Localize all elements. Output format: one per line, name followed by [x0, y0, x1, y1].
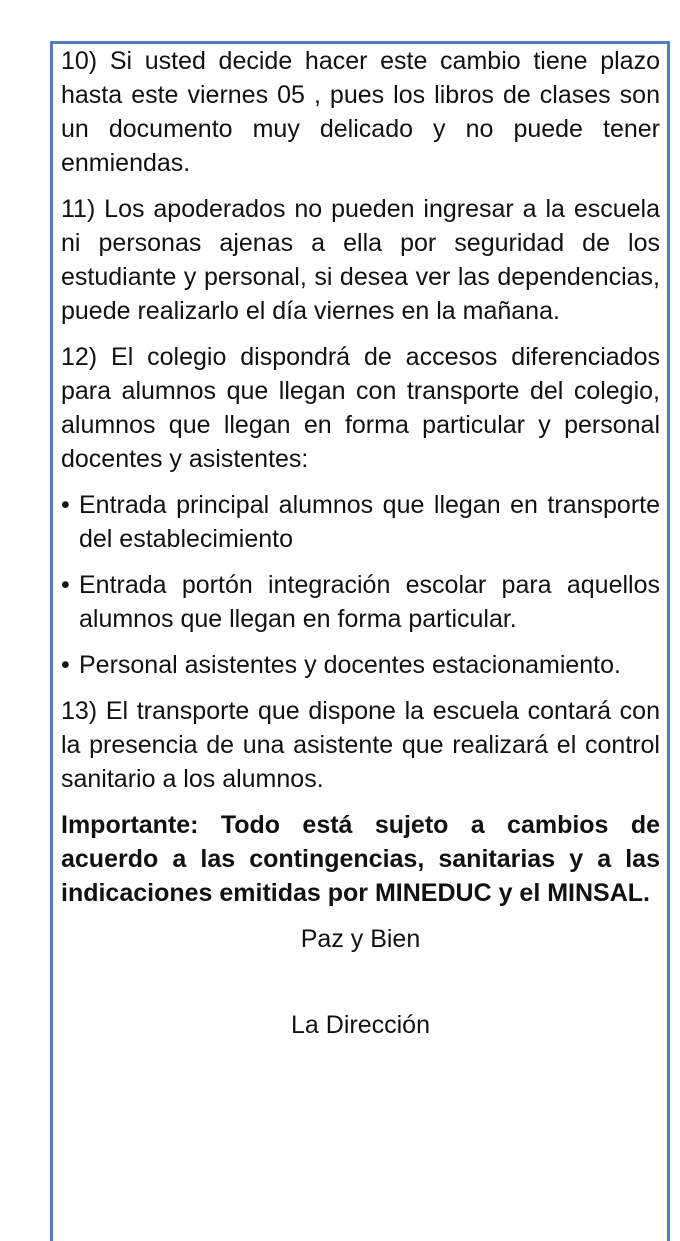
bullet-icon: • — [61, 491, 70, 519]
paragraph-11: 11) Los apoderados no pueden ingresar a la escuela ni personas ajenas a ella por seguridad de los estudiante y personal, si desea ver las dependencias, puede realizarlo el día viernes en la mañana. — [61, 195, 660, 325]
paragraph-12: 12) El colegio dispondrá de accesos diferenciados para alumnos que llegan con transporte del colegio, alumnos que llegan en forma particular y personal docentes y asistentes: — [61, 343, 660, 473]
list-item — [61, 648, 660, 682]
signature: La Dirección — [291, 1011, 430, 1039]
bullet-icon: • — [61, 571, 70, 599]
list-item-text: Entrada portón integración escolar para aquellos alumnos que llegan en forma particular. — [79, 571, 660, 633]
closing-greeting: Paz y Bien — [300, 925, 421, 953]
list-item — [61, 568, 660, 636]
paragraph-13: 13) El transporte que dispone la escuela contará con la presencia de una asistente que realizará el control sanitario a los alumnos. — [61, 697, 660, 793]
list-item-text: Personal asistentes y docentes estacionamiento. — [79, 651, 621, 679]
bullet-icon: • — [61, 651, 70, 679]
list-item-text: Entrada principal alumnos que llegan en transporte del establecimiento — [79, 491, 660, 553]
list-item — [61, 488, 660, 556]
document-content — [61, 44, 660, 1042]
important-notice: Importante: Todo está sujeto a cambios de acuerdo a las contingencias, sanitarias y a las indicaciones emitidas por MINEDUC y el MINSAL. — [61, 811, 660, 907]
paragraph-10: 10) Si usted decide hacer este cambio tiene plazo hasta este viernes 05 , pues los libros de clases son un documento muy delicado y no puede tener enmiendas. — [61, 47, 660, 177]
access-list — [61, 488, 660, 682]
